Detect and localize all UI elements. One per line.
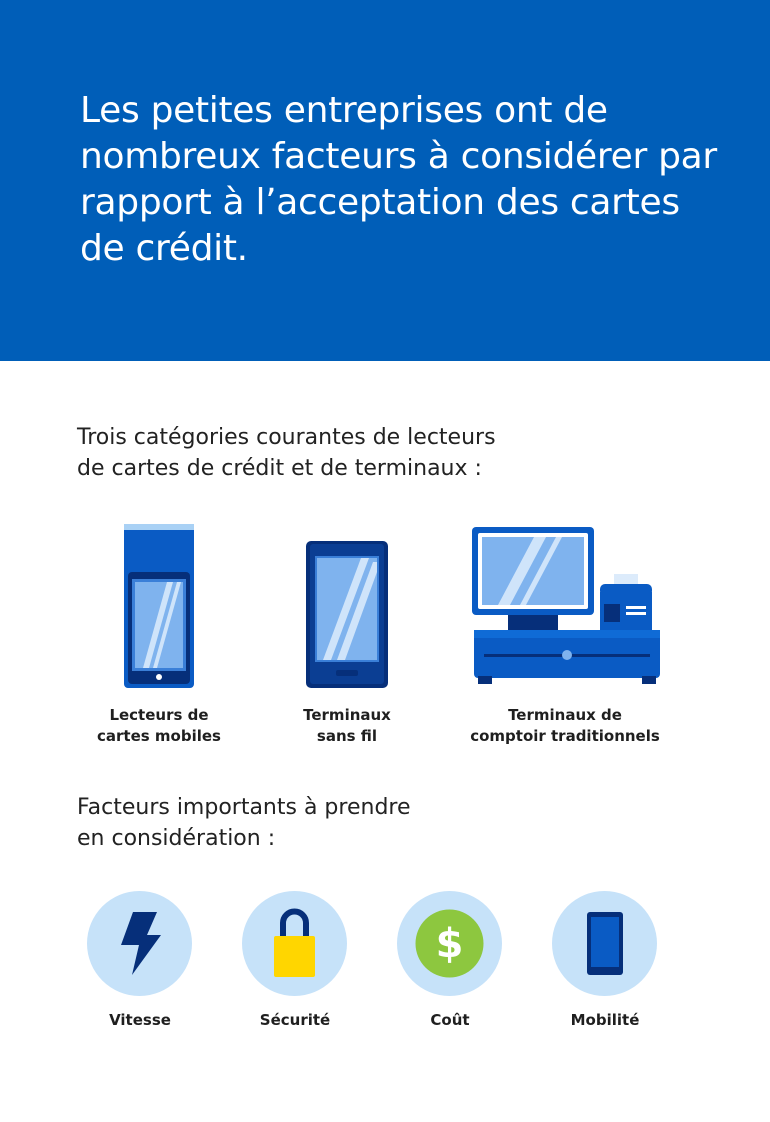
smartphone-icon bbox=[552, 891, 657, 996]
factor-mobility-label: Mobilité bbox=[570, 1011, 640, 1029]
lightning-bolt-icon bbox=[87, 891, 192, 996]
mobile-card-reader-icon bbox=[121, 522, 197, 690]
factor-mobility-circle bbox=[552, 891, 657, 996]
factor-speed-label: Vitesse bbox=[109, 1011, 171, 1029]
factors-heading: Facteurs importants à prendre en considération : bbox=[77, 795, 411, 851]
countertop-terminal-icon bbox=[470, 526, 664, 688]
factor-cost-label: Coût bbox=[430, 1011, 470, 1029]
dollar-coin-icon bbox=[397, 891, 502, 996]
factor-speed-circle bbox=[87, 891, 192, 996]
hero-title: Les petites entreprises ont de nombreux facteurs à considérer par rapport à l’acceptation des cartes de crédit. bbox=[80, 90, 717, 269]
factor-cost-circle bbox=[397, 891, 502, 996]
hero-banner bbox=[0, 0, 770, 361]
countertop-terminal-label: Terminaux de comptoir traditionnels bbox=[470, 706, 660, 745]
categories-heading: Trois catégories courantes de lecteurs de cartes de crédit et de terminaux : bbox=[77, 425, 496, 481]
wireless-terminal-label: Terminaux sans fil bbox=[303, 706, 391, 745]
wireless-terminal-icon bbox=[303, 540, 391, 690]
mobile-card-reader-label: Lecteurs de cartes mobiles bbox=[97, 706, 221, 745]
svg-text:$: $ bbox=[435, 921, 464, 967]
factor-security-circle bbox=[242, 891, 347, 996]
padlock-icon bbox=[242, 891, 347, 996]
factor-security-label: Sécurité bbox=[259, 1011, 331, 1029]
